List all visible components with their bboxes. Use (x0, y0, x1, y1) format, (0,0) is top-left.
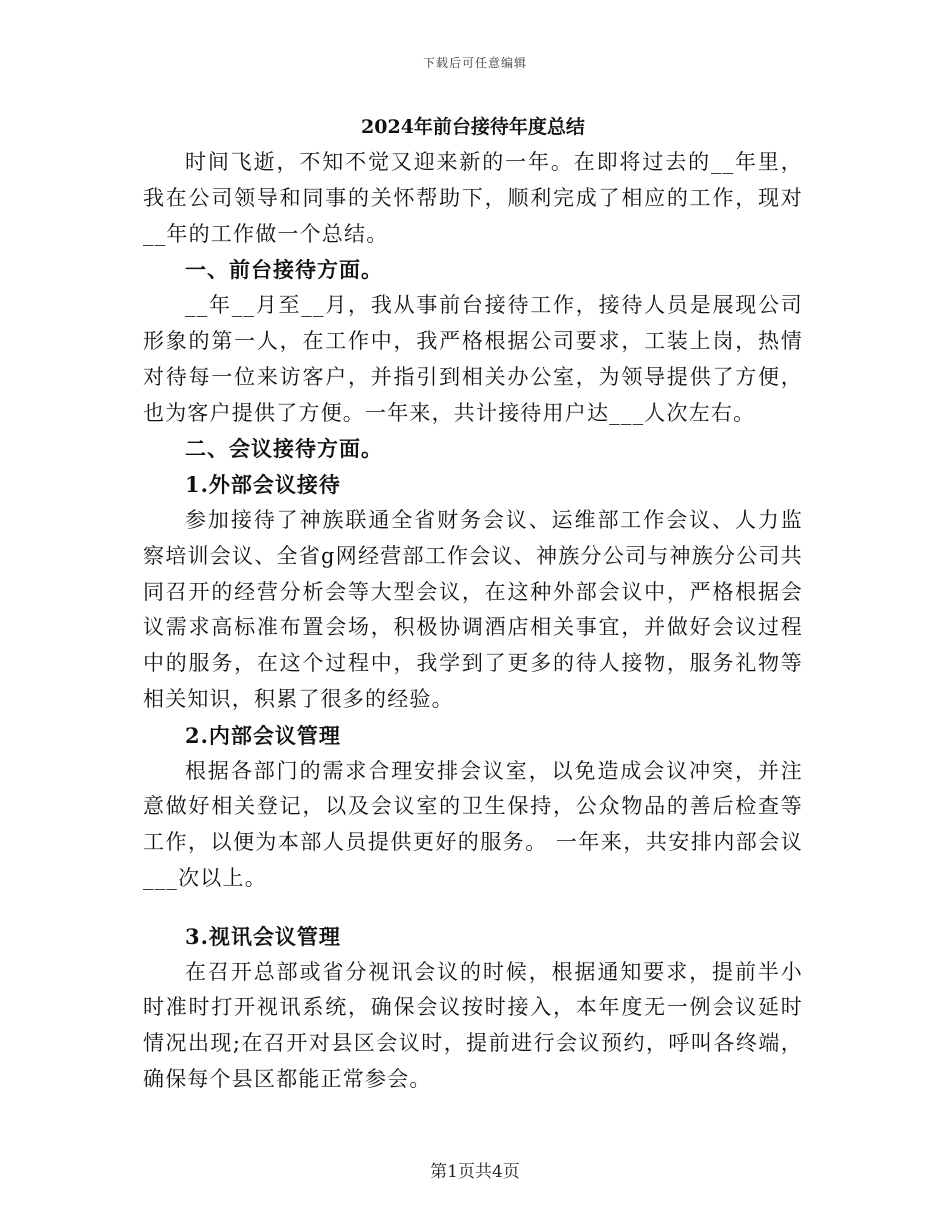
section-heading-front-desk: 一、前台接待方面。 (185, 257, 383, 283)
intro-paragraph: 时间飞逝，不知不觉又迎来新的一年。在即将过去的__年里，我在公司领导和同事的关怀帮助下，顺利完成了相应的工作，现对__年的工作做一个总结。 (143, 150, 803, 246)
document-body (143, 112, 803, 1098)
front-desk-paragraph: __年__月至__月，我从事前台接待工作，接待人员是展现公司形象的第一人，在工作中，我严格根据公司要求，工装上岗，热情对待每一位来访客户，并指引到相关办公室，为领导提供了方便，也为客户提供了方便。一年来，共计接待用户达___人次左右。 (143, 293, 803, 425)
page-footer: 第1页共4页 (430, 1162, 520, 1182)
page-header: 下载后可任意编辑 (422, 56, 527, 70)
section-heading-meetings: 二、会议接待方面。 (185, 436, 383, 462)
internal-meetings-paragraph: 根据各部门的需求合理安排会议室，以免造成会议冲突，并注意做好相关登记，以及会议室的卫生保持，公众物品的善后检查等工作，以便为本部人员提供更好的服务。 一年来，共安排内部会议___次以上。 (143, 758, 803, 890)
external-meetings-paragraph: 参加接待了神族联通全省财务会议、运维部工作会议、人力监察培训会议、全省g网经营部工作会议、神族分公司与神族分公司共同召开的经营分析会等大型会议，在这种外部会议中，严格根据会议需求高标准布置会场，积极协调酒店相关事宜，并做好会议过程中的服务，在这个过程中，我学到了更多的待人接物，服务礼物等相关知识，积累了很多的经验。 (143, 507, 803, 711)
document-title: 2024年前台接待年度总结 (361, 116, 585, 138)
subheading-external-meetings: 1.外部会议接待 (185, 472, 341, 498)
subheading-video-meetings: 3.视讯会议管理 (185, 923, 341, 949)
video-meetings-paragraph: 在召开总部或省分视讯会议的时候，根据通知要求，提前半小时准时打开视讯系统，确保会议按时接入，本年度无一例会议延时情况出现;在召开对县区会议时，提前进行会议预约，呼叫各终端，确保每个县区都能正常参会。 (143, 959, 803, 1091)
subheading-internal-meetings: 2.内部会议管理 (185, 722, 341, 748)
